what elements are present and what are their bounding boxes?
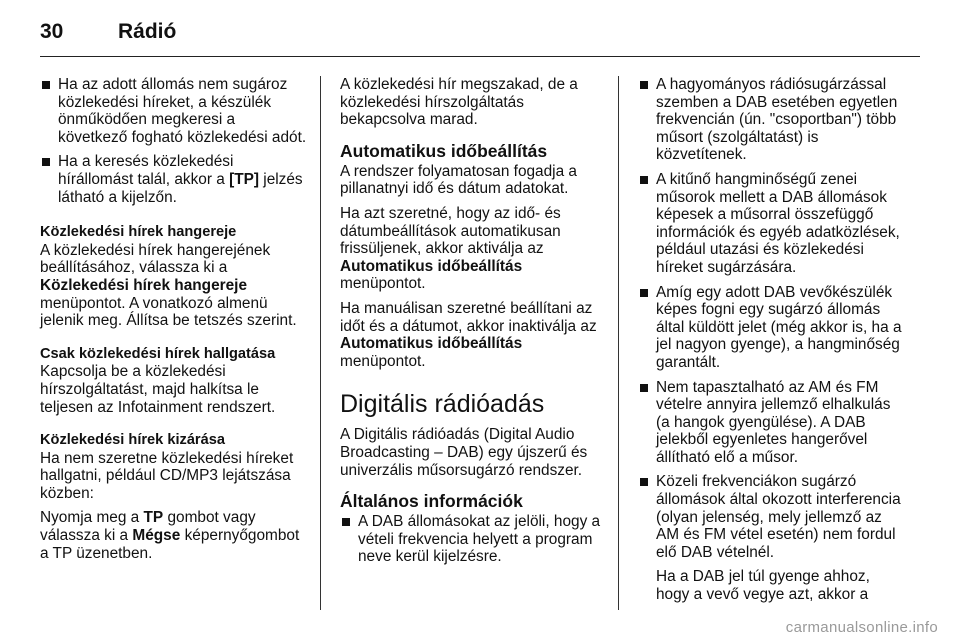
heading-auto-time: Automatikus időbeállítás (340, 140, 548, 161)
bullet-square-icon (342, 518, 350, 526)
bullet-square-icon (640, 176, 648, 184)
header-rule (40, 56, 920, 57)
bullet-square-icon (640, 478, 648, 486)
page-header (40, 14, 920, 54)
bullet-item: Ha az adott állomás nem sugároz közlekedési híreket, a készülék önműködően megkeresi a következő fogható közlekedési adót. (40, 76, 308, 146)
column-divider-2 (618, 76, 619, 610)
paragraph: Ha azt szeretné, hogy az idő- és dátumbeállítások automatikusan frissüljenek, akkor aktiválja az Automatikus időbeállítás menüpontot. (340, 204, 561, 293)
bullet-square-icon (42, 158, 50, 166)
bullet-square-icon (640, 81, 648, 89)
bullet-square-icon (640, 384, 648, 392)
column-3 (638, 76, 904, 611)
subheading-traffic-exclude: Közlekedési hírek kizárása (40, 432, 225, 449)
bullet-item: Amíg egy adott DAB vevőkészülék képes fogni egy sugárzó állomás által küldött jelet (még akkor is, ha a jel nagyon gyenge), a hangminőség garantált. (638, 284, 904, 372)
subheading-traffic-only: Csak közlekedési hírek hallgatása (40, 345, 276, 362)
paragraph: A rendszer folyamatosan fogadja a pillanatnyi idő és dátum adatokat. (340, 162, 577, 198)
column-1 (40, 76, 308, 569)
page-number: 30 (40, 20, 64, 43)
paragraph: Ha a DAB jel túl gyenge ahhoz, hogy a vevő vegye azt, akkor a (656, 568, 870, 604)
heading-digital-radio: Digitális rádióadás (340, 390, 545, 419)
bullet-item: A hagyományos rádiósugárzással szemben a DAB esetében egyetlen frekvencián (ún. "csoportban") több műsort (szolgáltatást) is közvetítenek. (638, 76, 904, 164)
column-2 (340, 76, 608, 573)
column-divider-1 (320, 76, 321, 610)
paragraph: Nyomja meg a TP gombot vagy válassza ki a Mégse képernyőgombot a TP üzenetben. (40, 509, 300, 562)
paragraph: Kapcsolja be a közlekedési hírszolgáltatást, majd halkítsa le teljesen az Infotainment rendszert. (40, 363, 276, 416)
bullet-item: Közeli frekvenciákon sugárzó állomások által okozott interferencia (olyan jelenség, mely jellemző az AM és FM vétel esetén) nem fordul elő DAB vételnél. (638, 473, 904, 561)
bullet-square-icon (42, 81, 50, 89)
paragraph: A közlekedési hír megszakad, de a közlekedési hírszolgáltatás bekapcsolva marad. (340, 76, 578, 129)
bullet-item: A DAB állomásokat az jelöli, hogy a vételi frekvencia helyett a program neve kerül kijelzésre. (340, 513, 608, 566)
paragraph: Ha nem szeretne közlekedési híreket hallgatni, például CD/MP3 lejátszása közben: (40, 449, 294, 502)
paragraph: Ha manuálisan szeretné beállítani az időt és a dátumot, akkor inaktiválja az Automatikus időbeállítás menüpontot. (340, 299, 597, 370)
paragraph: A közlekedési hírek hangerejének beállításához, válassza ki a Közlekedési hírek hangereje menüpontot. A vonatkozó almenü jelenik meg. Állítsa be tetszés szerint. (40, 241, 297, 330)
watermark: carmanualsonline.info (785, 619, 938, 636)
bullet-square-icon (640, 289, 648, 297)
heading-general-info: Általános információk (340, 491, 523, 512)
bullet-item: Nem tapasztalható az AM és FM vételre annyira jellemző elhalkulás (a hangok gyengülése). A DAB jelekből egyenletes hangerővel állítható elő a műsor. (638, 379, 904, 467)
subheading-traffic-volume: Közlekedési hírek hangereje (40, 224, 237, 241)
bullet-item: A kitűnő hangminőségű zenei műsorok mellett a DAB állomások képesek a műsorral összefüggő információk és egyéb adatközlések, például utazási és közlekedési híreket sugárzására. (638, 171, 904, 277)
paragraph: A Digitális rádióadás (Digital Audio Broadcasting – DAB) egy újszerű és univerzális műsorsugárzó rendszer. (340, 426, 588, 479)
bullet-item: Ha a keresés közlekedési hírállomást talál, akkor a [TP] jelzés látható a kijelzőn. (40, 153, 308, 206)
section-title: Rádió (118, 20, 177, 43)
